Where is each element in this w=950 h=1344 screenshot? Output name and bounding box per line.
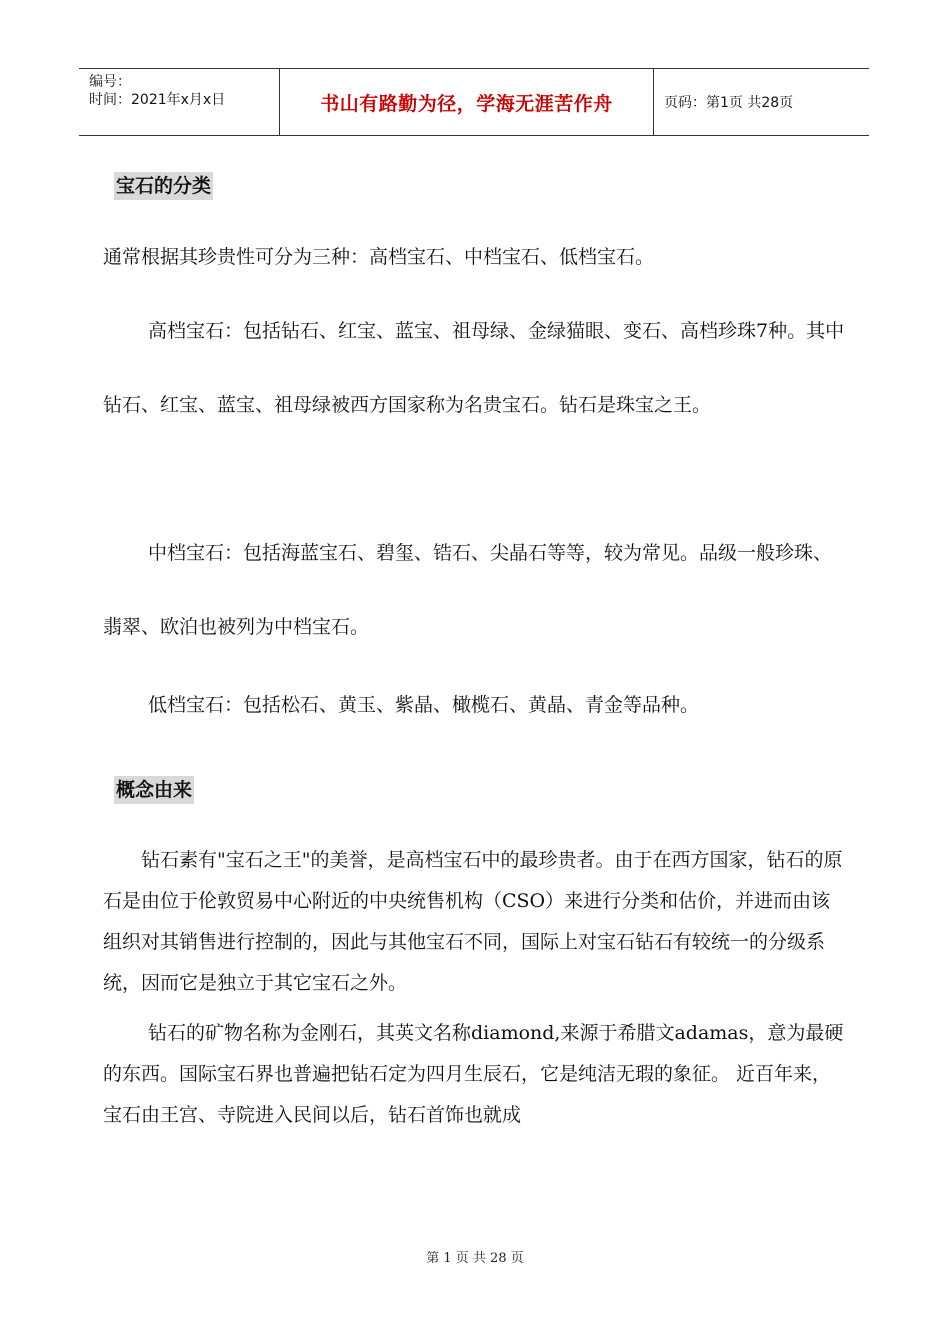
page-footer: 第 1 页 共 28 页 — [426, 1251, 524, 1266]
paragraph-intro: 通常根据其珍贵性可分为三种：高档宝石、中档宝石、低档宝石。 — [103, 246, 655, 268]
paragraph-mid-grade: 中档宝石：包括海蓝宝石、碧玺、锆石、尖晶石等等，较为常见。品级一般珍珠、翡翠、欧泊也被列为中档宝石。 — [103, 542, 833, 638]
header-meta — [79, 69, 280, 135]
paragraph-low-grade: 低档宝石：包括松石、黄玉、紫晶、橄榄石、黄晶、青金等品种。 — [148, 694, 700, 716]
paragraph-high-grade: 高档宝石：包括钻石、红宝、蓝宝、祖母绿、金绿猫眼、变石、高档珍珠7种。其中钻石、红宝、蓝宝、祖母绿被西方国家称为名贵宝石。钻石是珠宝之王。 — [103, 320, 845, 416]
paragraph-diamond-king: 钻石素有"宝石之王"的美誉，是高档宝石中的最珍贵者。由于在西方国家，钻石的原石是由位于伦敦贸易中心附近的中央统售机构（CSO）来进行分类和估价，并进而由该组织对其销售进行控制的，因此与其他宝石不同，国际上对宝石钻石有较统一的分级系统，因而它是独立于其它宝石之外。 — [103, 849, 843, 994]
number-label: 编号： — [89, 74, 131, 90]
section-heading-classification: 宝石的分类 — [114, 172, 213, 200]
header-motto: 书山有路勤为径，学海无涯苦作舟 — [280, 69, 654, 135]
section-heading-origin: 概念由来 — [114, 776, 194, 804]
header-page-info: 页码：第1页 共28页 — [664, 95, 794, 111]
time-label: 时间：2021年x月x日 — [89, 92, 226, 108]
paragraph-diamond-name: 钻石的矿物名称为金刚石，其英文名称diamond,来源于希腊文adamas，意为最硬的东西。国际宝石界也普遍把钻石定为四月生辰石，它是纯洁无瑕的象征。 近百年来，宝石由王宫、寺院进入民间以后，钻石首饰也就成 — [103, 1022, 844, 1126]
page-header — [79, 68, 869, 136]
